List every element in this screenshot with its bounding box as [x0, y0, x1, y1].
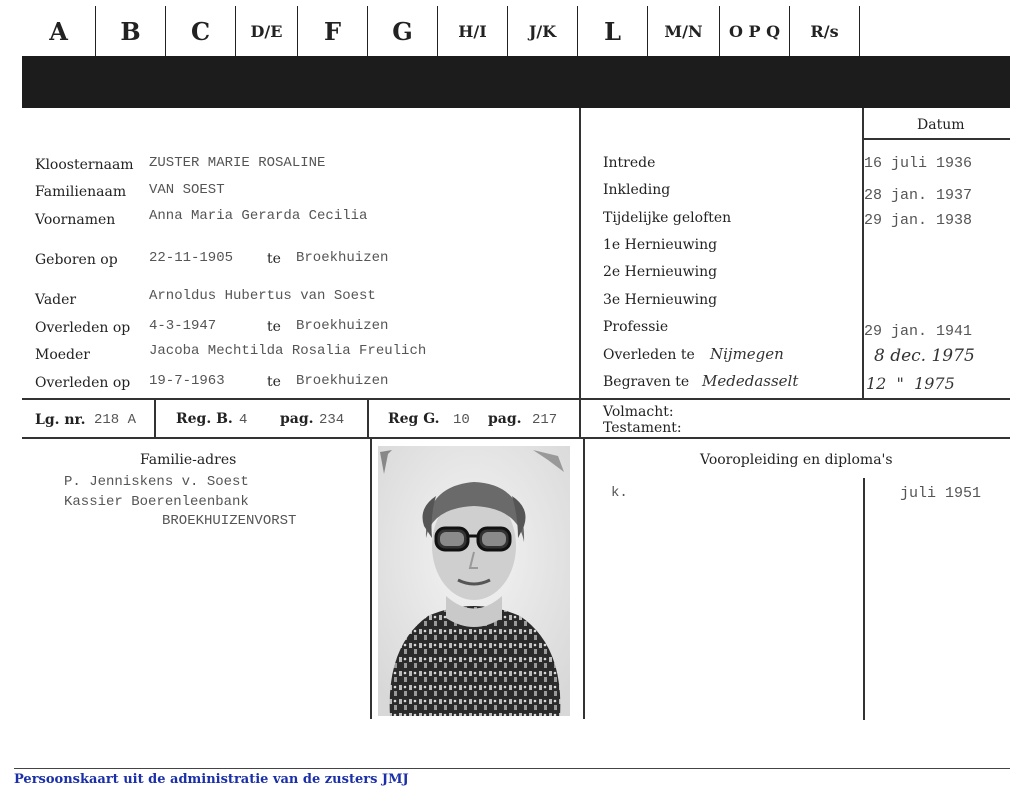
date-overleden-handwritten: 8 dec. 1975: [874, 346, 975, 366]
divider-registry-2: [367, 398, 369, 437]
date-begraven-handwritten: 12 " 1975: [866, 374, 955, 393]
footer-rule: [14, 768, 1010, 769]
familie-adres-line-3: BROEKHUIZENVORST: [162, 513, 297, 529]
divider-registry-1: [154, 398, 156, 437]
label-familienaam: Familienaam: [35, 184, 127, 200]
label-volmacht: Volmacht:: [603, 404, 674, 420]
familie-adres-title: Familie-adres: [140, 452, 237, 468]
datum-header: Datum: [917, 117, 965, 133]
divider-vooropleiding: [863, 478, 865, 720]
tab-l: L: [578, 6, 648, 56]
tab-rs: R/s: [790, 6, 860, 56]
value-reg-g-pag: 217: [532, 412, 558, 428]
divider-vertical-main: [579, 108, 581, 398]
vooropleiding-date: juli 1951: [900, 485, 982, 502]
label-moeder-overleden-op: Overleden op: [35, 375, 131, 391]
label-lg-nr: Lg. nr.: [35, 412, 86, 428]
label-reg-b: Reg. B.: [176, 411, 233, 427]
label-moeder: Moeder: [35, 347, 90, 363]
date-professie: 29 jan. 1941: [864, 323, 973, 340]
divider-registry-top: [22, 398, 1010, 400]
divider-registry-bottom: [22, 437, 1010, 439]
familie-adres-line-2: Kassier Boerenleenbank: [64, 494, 249, 510]
footer-caption: Persoonskaart uit de administratie van de zusters JMJ: [14, 772, 409, 787]
tab-c: C: [166, 6, 236, 56]
value-moeder: Jacoba Mechtilda Rosalia Freulich: [149, 343, 427, 359]
tab-f: F: [298, 6, 368, 56]
value-familienaam: VAN SOEST: [149, 182, 225, 198]
tab-b: B: [96, 6, 166, 56]
value-moeder-overleden-te: Broekhuizen: [296, 373, 389, 389]
value-reg-b: 4: [239, 412, 248, 428]
tab-jk: J/K: [508, 6, 578, 56]
label-inkleding: Inkleding: [603, 182, 671, 198]
value-begraven-te-handwritten: Mededasselt: [702, 372, 799, 390]
label-reg-g: Reg G.: [388, 411, 440, 427]
tab-g: G: [368, 6, 438, 56]
value-vader: Arnoldus Hubertus van Soest: [149, 288, 376, 304]
value-vader-overleden: 4-3-1947: [149, 318, 217, 334]
value-reg-g: 10: [453, 412, 470, 428]
black-header-bar: [22, 56, 1010, 108]
date-intrede: 16 juli 1936: [864, 155, 973, 172]
label-intrede: Intrede: [603, 155, 656, 171]
portrait-photo: [378, 446, 570, 716]
divider-photo-left: [370, 437, 372, 719]
label-testament: Testament:: [603, 420, 682, 436]
vooropleiding-item: k.: [611, 485, 628, 501]
familie-adres-line-1: P. Jenniskens v. Soest: [64, 474, 249, 490]
date-tijdelijke-geloften: 29 jan. 1938: [864, 212, 973, 229]
divider-registry-3: [579, 398, 581, 437]
value-reg-b-pag: 234: [319, 412, 345, 428]
label-kloosternaam: Kloosternaam: [35, 157, 134, 173]
label-geboren-te: te: [267, 251, 281, 267]
value-geboren-te: Broekhuizen: [296, 250, 389, 266]
vooropleiding-title: Vooropleiding en diploma's: [700, 452, 893, 468]
label-voornamen: Voornamen: [35, 212, 116, 228]
value-vader-overleden-te: Broekhuizen: [296, 318, 389, 334]
label-overleden-te: Overleden te: [603, 347, 695, 363]
label-reg-g-pag: pag.: [488, 411, 522, 427]
label-hernieuwing-2: 2e Hernieuwing: [603, 264, 718, 280]
divider-vertical-date: [862, 108, 864, 398]
divider-date-header: [862, 138, 1010, 140]
label-hernieuwing-1: 1e Hernieuwing: [603, 237, 718, 253]
tab-a: A: [22, 6, 96, 56]
label-reg-b-pag: pag.: [280, 411, 314, 427]
label-vader: Vader: [35, 292, 77, 308]
tab-de: D/E: [236, 6, 298, 56]
value-lg-nr: 218 A: [94, 412, 137, 428]
label-professie: Professie: [603, 319, 669, 335]
value-overleden-te-handwritten: Nijmegen: [710, 345, 784, 363]
letter-tab-strip: [22, 6, 860, 56]
value-geboren-op: 22-11-1905: [149, 250, 234, 266]
label-moeder-te: te: [267, 374, 281, 390]
label-hernieuwing-3: 3e Hernieuwing: [603, 292, 718, 308]
tab-mn: M/N: [648, 6, 720, 56]
tab-hi: H/I: [438, 6, 508, 56]
divider-photo-right: [583, 437, 585, 719]
value-moeder-overleden: 19-7-1963: [149, 373, 225, 389]
label-vader-overleden-op: Overleden op: [35, 320, 131, 336]
label-begraven-te: Begraven te: [603, 374, 690, 390]
label-tijdelijke-geloften: Tijdelijke geloften: [603, 210, 732, 226]
label-vader-te: te: [267, 319, 281, 335]
label-geboren-op: Geboren op: [35, 252, 118, 268]
date-inkleding: 28 jan. 1937: [864, 187, 973, 204]
tab-opq: O P Q: [720, 6, 790, 56]
value-voornamen: Anna Maria Gerarda Cecilia: [149, 208, 368, 224]
value-kloosternaam: ZUSTER MARIE ROSALINE: [149, 155, 326, 171]
